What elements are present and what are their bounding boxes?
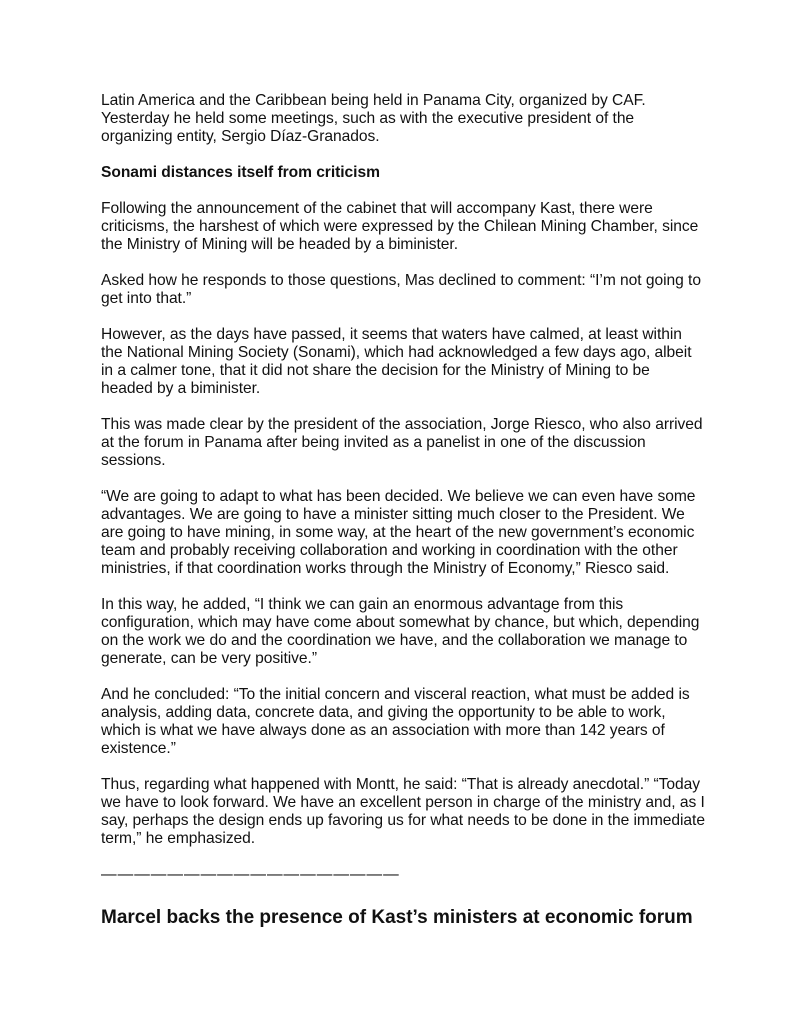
- body-paragraph-1: Following the announcement of the cabinet that will accompany Kast, there were criticisms, the harshest of which were expressed by the Chilean Mining Chamber, since the Ministry of Mining will be headed by a biminister.: [101, 200, 699, 253]
- body-paragraph-8: Thus, regarding what happened with Montt, he said: “That is already anecdotal.” “Today we have to look forward. We have an excellent person in charge of the ministry and, as I say, perhaps the design ends up favoring us for what needs to be done in the immediate term,” he emphasized.: [101, 776, 705, 847]
- section-subheading: Sonami distances itself from criticism: [101, 164, 380, 181]
- next-article-headline: Marcel backs the presence of Kast’s ministers at economic forum: [101, 907, 693, 928]
- body-paragraph-3: However, as the days have passed, it seems that waters have calmed, at least within the National Mining Society (Sonami), which had acknowledged a few days ago, albeit in a calmer tone, that it did not share the decision for the Ministry of Mining to be headed by a biminister.: [101, 326, 692, 397]
- body-paragraph-2: Asked how he responds to those questions, Mas declined to comment: “I’m not going to get into that.”: [101, 272, 701, 307]
- section-divider: ——————————————————: [101, 866, 400, 883]
- body-paragraph-5: “We are going to adapt to what has been decided. We believe we can even have some advantages. We are going to have a minister sitting much closer to the President. We are going to have mining, in some way, at the heart of the new government’s economic team and probably receiving collaboration and working in coordination with the other ministries, if that coordination works through the Ministry of Economy,” Riesco said.: [101, 488, 696, 577]
- body-paragraph-4: This was made clear by the president of the association, Jorge Riesco, who also arrived at the forum in Panama after being invited as a panelist in one of the discussion sessions.: [101, 416, 703, 469]
- document-page: [101, 92, 705, 930]
- body-paragraph-7: And he concluded: “To the initial concern and visceral reaction, what must be added is analysis, adding data, concrete data, and giving the opportunity to be able to work, which is what we have always done as an association with more than 142 years of existence.”: [101, 686, 690, 757]
- intro-paragraph: Latin America and the Caribbean being held in Panama City, organized by CAF. Yesterday he held some meetings, such as with the executive president of the organizing entity, Sergio Díaz-Granados.: [101, 92, 646, 145]
- body-paragraph-6: In this way, he added, “I think we can gain an enormous advantage from this configuration, which may have come about somewhat by chance, but which, depending on the work we do and the coordination we have, and the collaboration we manage to generate, can be very positive.”: [101, 596, 700, 667]
